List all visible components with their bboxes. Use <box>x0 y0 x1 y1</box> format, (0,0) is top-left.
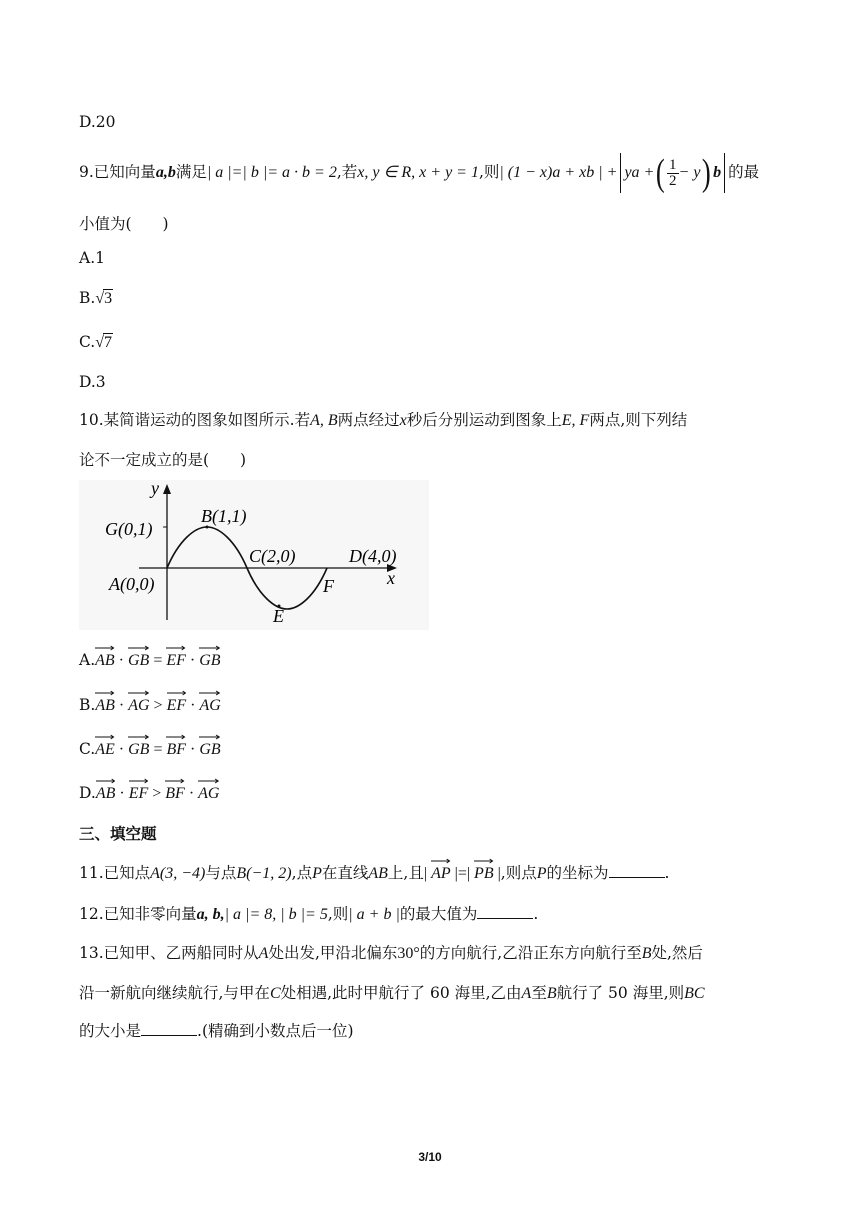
vector <box>167 690 187 716</box>
q13-angle: 30° <box>397 945 420 962</box>
vector-name: AG <box>198 785 220 802</box>
q11-stem <box>79 858 669 884</box>
q13-line3 <box>79 1020 354 1041</box>
vector-name: AG <box>199 697 221 714</box>
label-e: E <box>273 606 284 626</box>
q13-text: 处,然后 <box>651 944 703 962</box>
q9-stem-line1 <box>79 150 759 194</box>
q8-option-d: D.20 <box>79 113 116 131</box>
q12-expr: | a + b | <box>348 906 400 923</box>
vector-name: BF <box>166 741 187 758</box>
q13-point: A <box>521 985 532 1002</box>
q10-points-ab: A, B <box>310 412 338 429</box>
q9-xy-condition: x, y ∈ R, x + y = 1 <box>357 164 479 181</box>
label-g: G(0,1) <box>105 519 153 539</box>
q11-text-c: 与点 <box>205 864 237 882</box>
q13-point: B <box>546 985 557 1002</box>
dot-operator: · <box>186 741 200 758</box>
sqrt-7-radicand: 7 <box>104 334 113 351</box>
vector-name: AB <box>95 652 115 669</box>
q9-text-3: ,若 <box>336 163 358 181</box>
q12-period: . <box>533 905 539 923</box>
q11-text-a: 11.已知点 <box>79 864 151 882</box>
q9-condition: | a |=| b |= a · b = 2 <box>206 164 337 181</box>
q9-expr-1: | (1 − x)a + xb | + <box>499 164 618 181</box>
q11-text-j: ,则点 <box>500 864 537 882</box>
vector <box>95 734 115 760</box>
vector <box>128 690 149 716</box>
vector-name: AE <box>95 741 115 758</box>
q9-number: 9. <box>79 163 94 181</box>
q13-point: B <box>641 945 652 962</box>
q10-text-e: 秒后分别运动到图象上 <box>406 411 562 429</box>
q12-vectors: a, b, <box>196 906 225 923</box>
option-label: C. <box>79 740 96 758</box>
vector <box>129 778 149 804</box>
vector-name: GB <box>128 741 150 758</box>
q13-text: 处相遇,此时甲航行了 60 海里,乙由 <box>280 984 522 1002</box>
vector <box>199 734 220 760</box>
vector-name: GB <box>199 741 221 758</box>
dot-operator: · <box>185 652 200 669</box>
q9-vectors: a,b <box>155 164 176 181</box>
harmonic-motion-figure <box>79 480 429 630</box>
q10-var-x: x <box>399 412 407 429</box>
abs-close: | <box>493 865 501 882</box>
q13-line2 <box>79 983 705 1004</box>
q13-text: 至 <box>531 984 547 1002</box>
vector <box>128 645 149 671</box>
fraction-half <box>667 158 679 189</box>
label-d: D(4,0) <box>349 546 397 566</box>
vector-ap <box>431 858 451 884</box>
q11-point-p: P <box>312 865 322 882</box>
q13-text: 处出发,甲沿北偏东 <box>268 944 398 962</box>
paren-right: ) <box>702 152 712 194</box>
fraction-numerator: 1 <box>669 156 677 173</box>
relation <box>148 785 165 802</box>
q12-stem <box>79 903 538 925</box>
q10-points-ef: E, F <box>561 412 590 429</box>
q12-text-d: ,则 <box>327 905 349 923</box>
q13-text: .(精确到小数点后一位) <box>197 1022 354 1040</box>
q13-text: 13.已知甲、乙两船同时从 <box>79 944 259 962</box>
option-label: A. <box>79 651 96 669</box>
vector-name: EF <box>166 652 186 669</box>
y-axis-arrow <box>163 484 171 494</box>
q9-expr-2c: b <box>713 164 722 181</box>
q13-point: C <box>269 985 281 1002</box>
section-heading: 三、填空题 <box>79 825 157 843</box>
q9-stem-line2: 小值为( ) <box>79 215 169 233</box>
q9-option-a: A.1 <box>79 249 105 267</box>
answer-blank[interactable] <box>477 903 533 919</box>
vector <box>128 734 149 760</box>
vector-name: PB <box>474 865 494 882</box>
relation-symbol: = <box>153 741 163 758</box>
abs-bar-left <box>620 153 621 193</box>
relation <box>149 741 166 758</box>
q13-point: A <box>258 945 269 962</box>
vector <box>95 645 115 671</box>
vector-name: BF <box>165 785 185 802</box>
vector <box>166 734 186 760</box>
dot-operator: · <box>114 697 129 714</box>
abs-bar-right <box>724 153 725 193</box>
q9-option-b-label: B. <box>79 289 96 307</box>
q9-option-c-label: C. <box>79 333 96 351</box>
dot-operator: · <box>115 785 129 802</box>
q10-stem-line2: 论不一定成立的是( ) <box>79 451 247 469</box>
q9-option-b <box>79 288 113 309</box>
q11-text-l: 的坐标为 <box>546 864 609 882</box>
q11-text-e: ,点 <box>291 864 313 882</box>
sqrt-7: √7 <box>95 334 113 351</box>
label-b: B(1,1) <box>201 506 247 526</box>
dot-operator: · <box>186 697 200 714</box>
q10-option-a <box>79 645 221 671</box>
vector <box>198 778 219 804</box>
q11-point-b: B(−1, 2) <box>236 865 292 882</box>
q9-expr-2b: − y <box>678 164 701 181</box>
vector <box>166 645 186 671</box>
y-axis-label: y <box>151 480 159 498</box>
q11-point-a: A(3, −4) <box>150 865 206 882</box>
q10-option-c <box>79 734 221 760</box>
relation <box>149 652 166 669</box>
vector-name: GB <box>128 652 150 669</box>
page-number: 3/10 <box>418 1150 442 1164</box>
q9-text-5: 的最 <box>728 163 760 181</box>
q13-text: 沿一新航向继续航行,与甲在 <box>79 984 270 1002</box>
q9-expr-2a: ya + <box>624 164 655 181</box>
label-a: A(0,0) <box>109 574 155 594</box>
q9-option-c <box>79 332 113 353</box>
vector-name: AB <box>95 785 116 802</box>
abs-eq: |=| <box>450 865 475 882</box>
q12-text-a: 12.已知非零向量 <box>79 905 197 923</box>
vector-pb <box>474 858 494 884</box>
q10-text-a: 10.某简谐运动的图象如图所示.若 <box>79 411 311 429</box>
q11-text-g: 在直线 <box>321 864 369 882</box>
relation-symbol: > <box>153 697 163 714</box>
label-f: F <box>323 576 334 596</box>
sqrt-3-radicand: 3 <box>104 290 113 307</box>
q11-period: . <box>664 864 670 882</box>
vector-name: AG <box>128 697 150 714</box>
vector <box>96 778 116 804</box>
q10-option-b <box>79 690 221 716</box>
dot-operator: · <box>114 652 128 669</box>
q9-text-4: ,则 <box>478 163 500 181</box>
vector-name: GB <box>199 652 221 669</box>
q13-text: 的方向航行,乙沿正东方向航行至 <box>419 944 642 962</box>
dot-operator: · <box>114 741 129 758</box>
vector-name: EF <box>128 785 149 802</box>
dot-operator: · <box>184 785 199 802</box>
q10-stem-line1 <box>79 410 687 431</box>
vector <box>199 690 220 716</box>
q9-option-d: D.3 <box>79 373 106 391</box>
q11-line-ab: AB <box>368 865 388 882</box>
q13-text: 航行了 50 海里,则 <box>556 984 685 1002</box>
relation <box>150 697 167 714</box>
q10-text-c: 两点经过 <box>337 411 400 429</box>
q12-text-f: 的最大值为 <box>399 905 478 923</box>
q9-text-2: 满足 <box>175 163 207 181</box>
q11-point-p2: P <box>536 865 547 882</box>
label-c: C(2,0) <box>249 546 296 566</box>
q13-text: 的大小是 <box>79 1022 142 1040</box>
option-label: D. <box>79 784 96 802</box>
sqrt-3: √3 <box>95 290 113 307</box>
x-axis-label: x <box>387 568 395 588</box>
q13-line1 <box>79 943 703 964</box>
q12-condition: | a |= 8, | b |= 5 <box>224 906 328 923</box>
relation-symbol: > <box>152 785 162 802</box>
q11-text-i: 上,且 <box>387 864 424 882</box>
q9-text-1: 已知向量 <box>93 163 156 181</box>
vector <box>95 690 115 716</box>
paren-left: ( <box>656 152 666 194</box>
abs-open: | <box>423 865 432 882</box>
relation-symbol: = <box>153 652 163 669</box>
q10-option-d <box>79 778 219 804</box>
vector-name: EF <box>166 697 187 714</box>
answer-blank[interactable] <box>141 1020 197 1036</box>
vector <box>165 778 185 804</box>
vector-name: AP <box>431 865 451 882</box>
q10-text-g: 两点,则下列结 <box>589 411 688 429</box>
vector-name: AB <box>95 697 115 714</box>
vector <box>199 645 220 671</box>
fraction-denominator: 2 <box>669 172 677 189</box>
answer-blank[interactable] <box>609 862 665 878</box>
option-label: B. <box>79 696 96 714</box>
q13-segment: BC <box>684 985 705 1002</box>
